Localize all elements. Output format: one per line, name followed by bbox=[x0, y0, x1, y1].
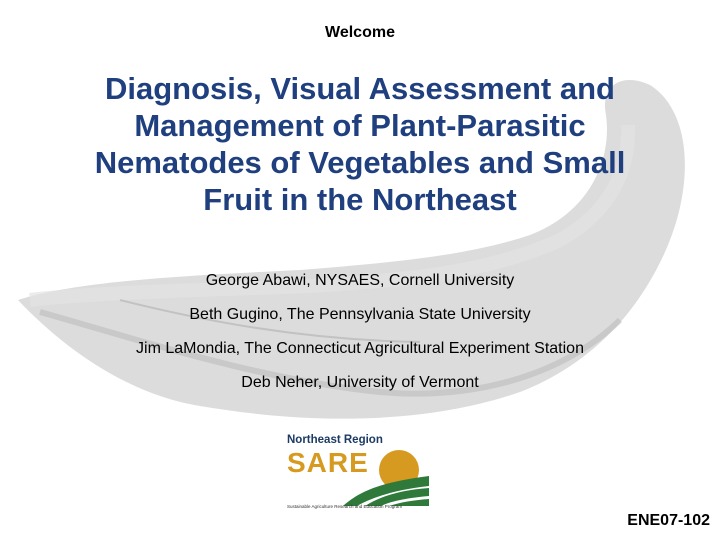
title-line: Management of Plant-Parasitic bbox=[134, 108, 586, 143]
author-line: Deb Neher, University of Vermont bbox=[241, 374, 479, 391]
title-line: Nematodes of Vegetables and Small bbox=[94, 145, 626, 180]
title-line: Diagnosis, Visual Assessment and bbox=[105, 71, 615, 106]
author-line: Jim LaMondia, The Connecticut Agricultural Experiment Station bbox=[136, 340, 584, 357]
sare-logo bbox=[283, 432, 433, 512]
author-line: George Abawi, NYSAES, Cornell University bbox=[205, 272, 515, 289]
logo-tagline: Sustainable Agriculture Research and Education Program bbox=[287, 504, 403, 509]
sun-field-logo-icon bbox=[343, 444, 429, 506]
logo-sare-wordmark: SARE bbox=[287, 447, 369, 478]
slide-title bbox=[40, 70, 680, 218]
author-list bbox=[40, 264, 680, 400]
welcome-heading: Welcome bbox=[325, 24, 395, 41]
logo-region-text: Northeast Region bbox=[287, 434, 383, 446]
author-line: Beth Gugino, The Pennsylvania State University bbox=[189, 306, 531, 323]
title-line: Fruit in the Northeast bbox=[203, 182, 517, 217]
project-code: ENE07-102 bbox=[627, 512, 710, 529]
